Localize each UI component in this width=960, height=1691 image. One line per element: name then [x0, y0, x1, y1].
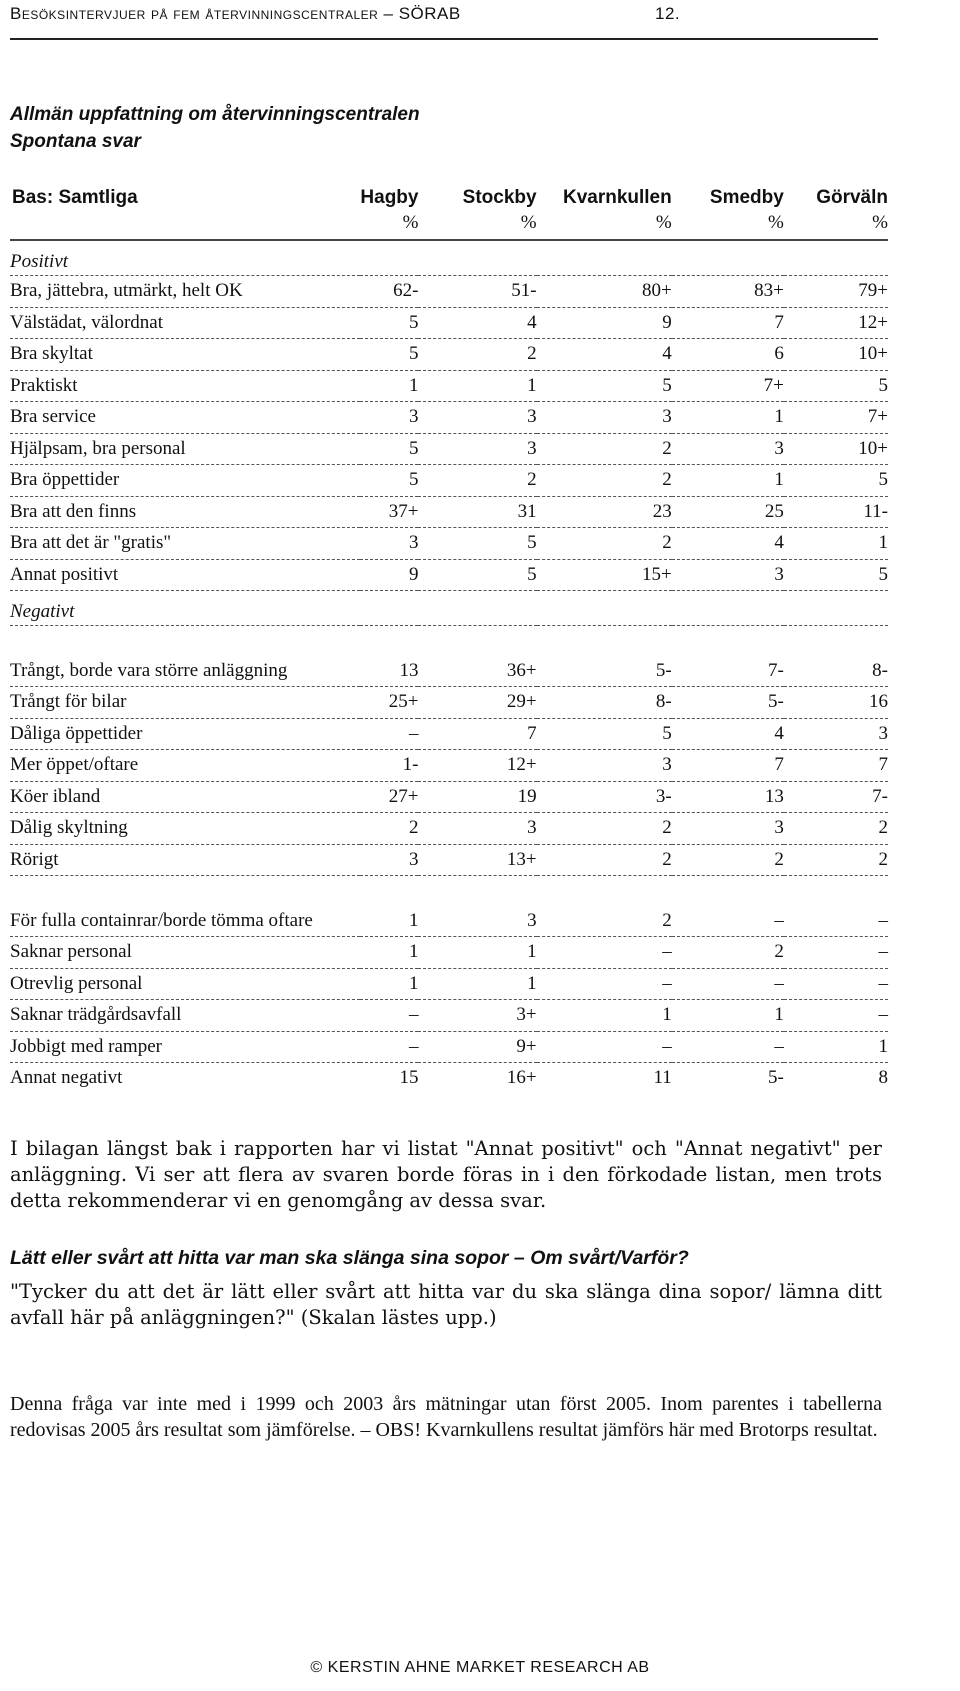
cell-value: 5 — [360, 433, 418, 465]
row-label: Bra, jättebra, utmärkt, helt OK — [10, 276, 360, 308]
cell-value: 25+ — [360, 687, 418, 719]
cell-value: 9 — [537, 307, 672, 339]
row-label: Hjälpsam, bra personal — [10, 433, 360, 465]
table-row — [10, 1000, 888, 1032]
cell-value: 3 — [784, 718, 888, 750]
cell-value: 80+ — [537, 276, 672, 308]
cell-value: 7+ — [784, 402, 888, 434]
row-label: Rörigt — [10, 844, 360, 876]
cell-value: 7+ — [672, 370, 784, 402]
cell-value: 79+ — [784, 276, 888, 308]
cell-value: 37+ — [360, 496, 418, 528]
cell-value: 36+ — [418, 626, 536, 687]
cell-value: 13 — [360, 626, 418, 687]
cell-value: 1 — [418, 968, 536, 1000]
cell-value: 2 — [418, 465, 536, 497]
table-row — [10, 781, 888, 813]
section-heading-negative: Negativt — [10, 591, 888, 626]
cell-value: 83+ — [672, 276, 784, 308]
row-label: Välstädat, välordnat — [10, 307, 360, 339]
table-row — [10, 402, 888, 434]
table-row — [10, 687, 888, 719]
table-row — [10, 307, 888, 339]
cell-value: 4 — [537, 339, 672, 371]
table-row — [10, 528, 888, 560]
cell-value: 3 — [360, 528, 418, 560]
cell-value: – — [784, 1000, 888, 1032]
cell-value: 23 — [537, 496, 672, 528]
cell-value: 5 — [418, 528, 536, 560]
cell-value: – — [672, 968, 784, 1000]
cell-value: 6 — [672, 339, 784, 371]
cell-value: – — [784, 968, 888, 1000]
table-row — [10, 626, 888, 687]
section-title-2: Lätt eller svårt att hitta var man ska slänga sina sopor – Om svårt/Varför? — [10, 1247, 689, 1269]
cell-value: 2 — [360, 813, 418, 845]
cell-value: 5 — [537, 370, 672, 402]
cell-value: 7 — [418, 718, 536, 750]
results-table — [10, 183, 888, 1094]
cell-value: 27+ — [360, 781, 418, 813]
cell-value: 8 — [878, 1067, 888, 1089]
cell-value: 4 — [672, 528, 784, 560]
cell-value: 3 — [418, 402, 536, 434]
cell-value: 2 — [418, 339, 536, 371]
cell-value: – — [360, 718, 418, 750]
cell-value: 5 — [784, 370, 888, 402]
row-label: Bra skyltat — [10, 339, 360, 371]
cell-value: 2 — [784, 813, 888, 845]
cell-value: 2 — [672, 844, 784, 876]
table-row — [10, 370, 888, 402]
cell-value: 4 — [672, 718, 784, 750]
cell-value: – — [537, 1031, 672, 1063]
cell-value: 1 — [537, 1000, 672, 1032]
cell-value: – — [672, 876, 784, 937]
cell-value: 3 — [672, 559, 784, 591]
cell-value: 7 — [672, 307, 784, 339]
cell-value: 7 — [672, 750, 784, 782]
cell-value: 3 — [672, 813, 784, 845]
cell-value: – — [784, 937, 888, 969]
table-row — [10, 276, 888, 308]
cell-value: – — [360, 1000, 418, 1032]
cell-value: 3 — [418, 433, 536, 465]
cell-value: 1 — [418, 370, 536, 402]
table-row — [10, 433, 888, 465]
table-row — [10, 968, 888, 1000]
paragraph-bilagan: I bilagan längst bak i rapporten har vi listat "Annat positivt" och "Annat negativt" per anläggning. Vi ser att flera av svaren borde föras in i den förkodade listan, men trots detta rekommenderar vi en genomgång av dessa svar. — [10, 1137, 882, 1212]
row-label: Bra öppettider — [10, 465, 360, 497]
cell-value: 11- — [784, 496, 888, 528]
cell-value: 1 — [672, 465, 784, 497]
row-label: Trångt för bilar — [10, 687, 360, 719]
table-row — [10, 750, 888, 782]
row-label: Trångt, borde vara större anläggning — [10, 626, 360, 687]
question-text: "Tycker du att det är lätt eller svårt att hitta var du ska slänga dina sopor/ lämna ditt avfall här på anläggningen?" (Skalan lästes upp.) — [10, 1280, 882, 1329]
table-row — [10, 813, 888, 845]
cell-value: 3 — [360, 844, 418, 876]
row-label: Jobbigt med ramper — [10, 1031, 360, 1063]
cell-value: 5 — [360, 465, 418, 497]
cell-value: – — [537, 937, 672, 969]
cell-value: 12+ — [784, 307, 888, 339]
cell-value: 19 — [418, 781, 536, 813]
cell-value: 7 — [784, 750, 888, 782]
bas-label: Bas: Samtliga — [10, 183, 360, 240]
row-label: Praktiskt — [10, 370, 360, 402]
cell-value: 1 — [418, 937, 536, 969]
page-number: 12. — [655, 4, 681, 23]
column-header: Smedby % — [672, 183, 784, 240]
cell-value: 7- — [672, 626, 784, 687]
paragraph-note: Denna fråga var inte med i 1999 och 2003 års mätningar utan först 2005. Inom parentes i tabellerna redovisas 2005 års resultat som jämförelse. – OBS! Kvarnkullens resultat jämförs här med Brotorps resultat. — [10, 1393, 882, 1441]
cell-value: 31 — [418, 496, 536, 528]
cell-value: 5- — [672, 687, 784, 719]
table-row — [10, 496, 888, 528]
table-row — [10, 718, 888, 750]
cell-value: 12+ — [418, 750, 536, 782]
cell-value: – — [784, 876, 888, 937]
cell-value: 8- — [537, 687, 672, 719]
column-header: Stockby % — [418, 183, 536, 240]
table-row — [10, 876, 888, 937]
column-header: Görväln % — [784, 183, 888, 240]
cell-value: 3+ — [418, 1000, 536, 1032]
cell-value: 51- — [418, 276, 536, 308]
cell-value: 5 — [784, 465, 888, 497]
cell-value: 3 — [418, 813, 536, 845]
cell-value: – — [360, 1031, 418, 1063]
cell-value: 4 — [418, 307, 536, 339]
cell-value: 3 — [672, 433, 784, 465]
cell-value: 1 — [672, 402, 784, 434]
cell-value: 15+ — [537, 559, 672, 591]
cell-value: 5- — [537, 626, 672, 687]
cell-value: 16 — [784, 687, 888, 719]
cell-value: 2 — [537, 876, 672, 937]
cell-value: 3 — [537, 402, 672, 434]
cell-value: 5 — [360, 307, 418, 339]
row-label: Bra att den finns — [10, 496, 360, 528]
cell-value: 15 — [399, 1067, 419, 1089]
row-label: Otrevlig personal — [10, 968, 360, 1000]
header-title: Besöksintervjuer på fem återvinningscentraler – SÖRAB — [10, 4, 461, 23]
cell-value: 10+ — [784, 339, 888, 371]
cell-value: 3 — [360, 402, 418, 434]
row-label: Köer ibland — [10, 781, 360, 813]
column-header: Hagby % — [360, 183, 418, 240]
cell-value: 25 — [672, 496, 784, 528]
cell-value: 2 — [537, 844, 672, 876]
cell-value: 2 — [784, 844, 888, 876]
row-label: Saknar trädgårdsavfall — [10, 1000, 360, 1032]
cell-value: 2 — [537, 813, 672, 845]
cell-value: 29+ — [418, 687, 536, 719]
cell-value: 8- — [784, 626, 888, 687]
cell-value: 13+ — [418, 844, 536, 876]
footer-copyright: © KERSTIN AHNE MARKET RESEARCH AB — [310, 1659, 650, 1676]
row-label: Dålig skyltning — [10, 813, 360, 845]
cell-value: 3- — [537, 781, 672, 813]
cell-value: 62- — [360, 276, 418, 308]
cell-value: 5 — [784, 559, 888, 591]
cell-value: 7- — [784, 781, 888, 813]
cell-value: – — [672, 1031, 784, 1063]
cell-value: 5 — [418, 559, 536, 591]
cell-value: 16+ — [506, 1067, 537, 1089]
page-header — [10, 2, 878, 40]
table-header-row — [10, 183, 888, 240]
row-label: Annat positivt — [10, 559, 360, 591]
section-heading-positive: Positivt — [10, 240, 888, 276]
cell-value: 2 — [672, 937, 784, 969]
cell-value: 10+ — [784, 433, 888, 465]
cell-value: 1 — [360, 876, 418, 937]
cell-value: 1 — [784, 528, 888, 560]
cell-value: – — [537, 968, 672, 1000]
section-title: Allmän uppfattning om återvinningscentralen — [10, 104, 420, 125]
cell-value: 1 — [672, 1000, 784, 1032]
row-label: Bra att det är "gratis" — [10, 528, 360, 560]
cell-value: 5- — [768, 1067, 784, 1089]
section-subtitle: Spontana svar — [10, 131, 141, 152]
table-row — [10, 937, 888, 969]
table-row — [10, 339, 888, 371]
cell-value: 13 — [672, 781, 784, 813]
row-label: Bra service — [10, 402, 360, 434]
cell-value: 1 — [360, 370, 418, 402]
row-label: Mer öppet/oftare — [10, 750, 360, 782]
row-label: Saknar personal — [10, 937, 360, 969]
row-label: Dåliga öppettider — [10, 718, 360, 750]
column-header: Kvarnkullen % — [537, 183, 672, 240]
cell-value: 2 — [537, 528, 672, 560]
cell-value: 3 — [418, 876, 536, 937]
cell-value: 1 — [360, 968, 418, 1000]
cell-value: 3 — [537, 750, 672, 782]
cell-value: 1 — [784, 1031, 888, 1063]
table-row — [10, 1063, 888, 1094]
row-label: Annat negativt — [10, 1067, 123, 1089]
cell-value: 2 — [537, 433, 672, 465]
cell-value: 2 — [537, 465, 672, 497]
table-row — [10, 465, 888, 497]
cell-value: 5 — [360, 339, 418, 371]
cell-value: 9 — [360, 559, 418, 591]
table-row — [10, 844, 888, 876]
cell-value: 1 — [360, 937, 418, 969]
table-row — [10, 1031, 888, 1063]
row-label: För fulla containrar/borde tömma oftare — [10, 876, 360, 937]
cell-value: 9+ — [418, 1031, 536, 1063]
cell-value: 5 — [537, 718, 672, 750]
cell-value: 1- — [360, 750, 418, 782]
cell-value: 11 — [653, 1067, 672, 1089]
table-row — [10, 559, 888, 591]
